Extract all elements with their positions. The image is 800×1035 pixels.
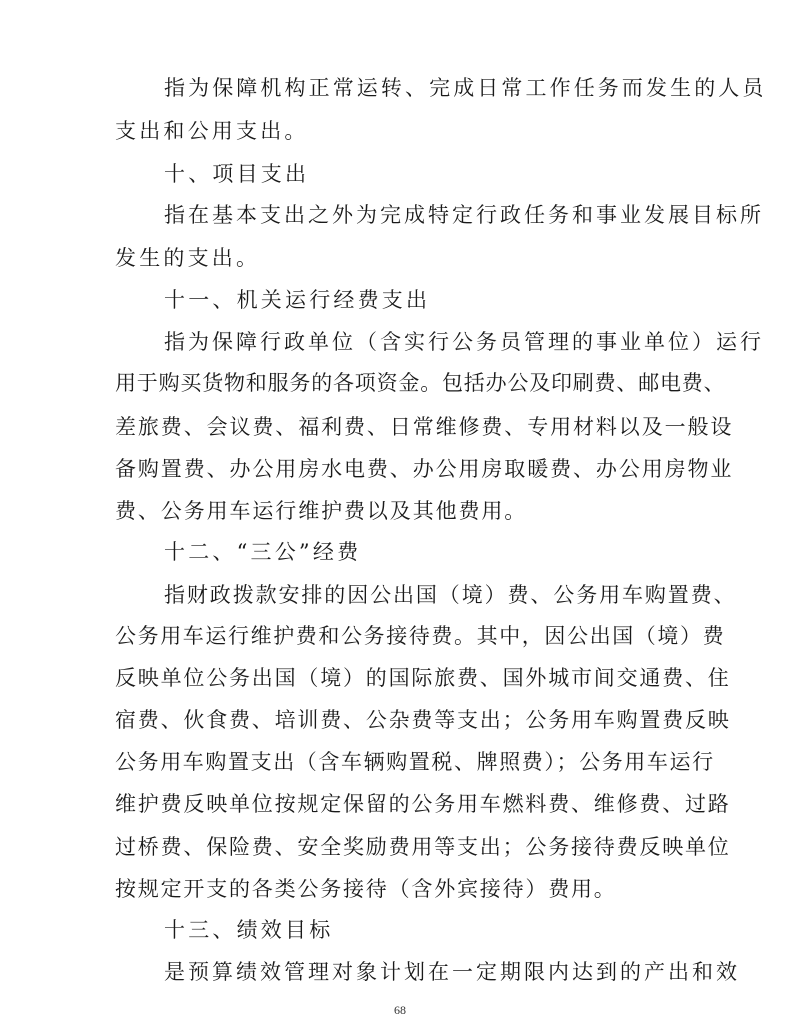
body-text-line: 宿费、伙食费、培训费、公杂费等支出；公务用车购置费反映 xyxy=(115,708,731,732)
body-text-line: 是预算绩效管理对象计划在一定期限内达到的产出和效 xyxy=(164,960,740,984)
body-text-line: 支出和公用支出。 xyxy=(115,119,309,143)
body-text-line: 指为保障机构正常运转、完成日常工作任务而发生的人员 xyxy=(164,76,767,100)
section-heading: 十一、机关运行经费支出 xyxy=(164,288,431,312)
body-text-line: 反映单位公务出国（境）的国际旅费、国外城市间交通费、住 xyxy=(115,666,731,690)
body-text-line: 备购置费、办公用房水电费、办公用房取暖费、办公用房物业 xyxy=(115,457,734,481)
body-text-line: 维护费反映单位按规定保留的公务用车燃料费、维修费、过路 xyxy=(115,792,731,816)
body-text-line: 指在基本支出之外为完成特定行政任务和事业发展目标所 xyxy=(164,203,764,227)
body-text-line: 指财政拨款安排的因公出国（境）费、公务用车购置费、 xyxy=(164,583,737,607)
body-text-line: 费、公务用车运行维护费以及其他费用。 xyxy=(115,499,528,523)
body-text-line: 发生的支出。 xyxy=(115,246,261,270)
section-heading: 十二、“三公”经费 xyxy=(164,540,362,564)
body-text-line: 按规定开支的各类公务接待（含外宾接待）费用。 xyxy=(115,877,617,901)
body-text-line: 差旅费、会议费、福利费、日常维修费、专用材料以及一般设 xyxy=(115,415,734,439)
body-text-line: 过桥费、保险费、安全奖励费用等支出；公务接待费反映单位 xyxy=(115,835,731,859)
section-heading: 十、项目支出 xyxy=(164,162,310,186)
body-text-line: 公务用车运行维护费和公务接待费。其中，因公出国（境）费 xyxy=(115,624,726,648)
body-text-line: 用于购买货物和服务的各项资金。包括办公及印刷费、邮电费、 xyxy=(115,371,726,395)
page-number: 68 xyxy=(394,1003,406,1017)
body-text-line: 指为保障行政单位（含实行公务员管理的事业单位）运行 xyxy=(164,330,764,354)
body-text-line: 公务用车购置支出（含车辆购置税、牌照费）；公务用车运行 xyxy=(115,750,715,774)
section-heading: 十三、绩效目标 xyxy=(164,918,334,942)
